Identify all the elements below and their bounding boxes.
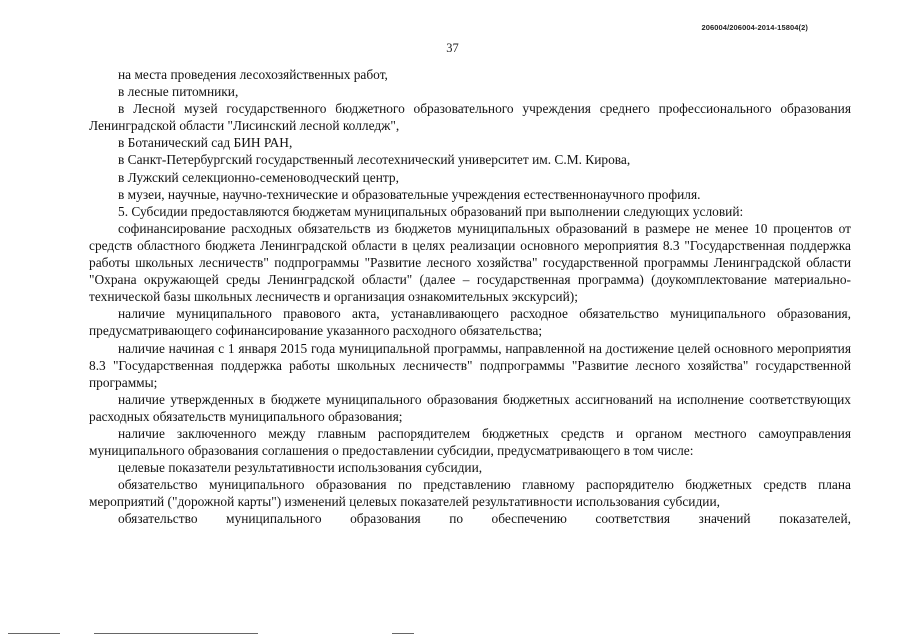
paragraph: наличие утвержденных в бюджете муниципального образования бюджетных ассигнований на исполнение соответствующих расходных обязательств муниципального образования; xyxy=(89,391,851,424)
paragraph: в Ботанический сад БИН РАН, xyxy=(118,135,293,151)
paragraph: наличие начиная с 1 января 2015 года муниципальной программы, направленной на достижение целей основного мероприятия 8.3 "Государственная поддержка работы школьных лесничеств" подпрограммы "Развитие лесного хозяйства" государственной программы; xyxy=(89,340,851,390)
paragraph: наличие муниципального правового акта, устанавливающего расходное обязательство муниципального образования, предусматривающего софинансирование указанного расходного обязательства; xyxy=(89,306,851,339)
footer-rule-center xyxy=(94,633,258,634)
footer-rule-left xyxy=(8,633,60,634)
paragraph: в лесные питомники, xyxy=(118,84,239,100)
document-body xyxy=(89,66,851,528)
paragraph: обязательство муниципального образования по обеспечению соответствия значений показателей, xyxy=(118,511,851,527)
document-id: 206004/206004-2014-15804(2) xyxy=(701,23,808,32)
paragraph: софинансирование расходных обязательств из бюджетов муниципальных образований в размере не менее 10 процентов от средств областного бюджета Ленинградской области в целях реализации основного мероприятия 8.3 "Государственная поддержка работы школьных лесничеств" подпрограммы "Развитие лесного хозяйства" государственной программы Ленинградской области "Охрана окружающей среды Ленинградской области" (далее – государственная программа) (доукомплектование материально-технической базы школьных лесничеств и организация ознакомительных экскурсий); xyxy=(89,220,851,305)
paragraph: обязательство муниципального образования по представлению главному распорядителю бюджетных средств плана мероприятий ("дорожной карты") изменений целевых показателей результативности использования субсидии, xyxy=(89,477,851,510)
paragraph: в Лесной музей государственного бюджетного образовательного учреждения среднего профессионального образования Ленинградской области "Лисинский лесной колледж", xyxy=(89,101,851,134)
paragraph: в музеи, научные, научно-технические и образовательные учреждения естественнонаучного профиля. xyxy=(118,186,701,202)
paragraph: 5. Субсидии предоставляются бюджетам муниципальных образований при выполнении следующих условий: xyxy=(118,203,744,219)
paragraph: целевые показатели результативности использования субсидии, xyxy=(118,460,483,476)
paragraph: в Лужский селекционно-семеноводческий центр, xyxy=(118,169,399,185)
paragraph: в Санкт-Петербургский государственный лесотехнический университет им. С.М. Кирова, xyxy=(118,152,631,168)
page-number: 37 xyxy=(446,41,459,55)
paragraph: наличие заключенного между главным распорядителем бюджетных средств и органом местного самоуправления муниципального образования соглашения о предоставлении субсидии, предусматривающего в том числе: xyxy=(89,425,851,459)
paragraph: на места проведения лесохозяйственных работ, xyxy=(118,67,388,82)
footer-rule-right xyxy=(392,633,414,634)
